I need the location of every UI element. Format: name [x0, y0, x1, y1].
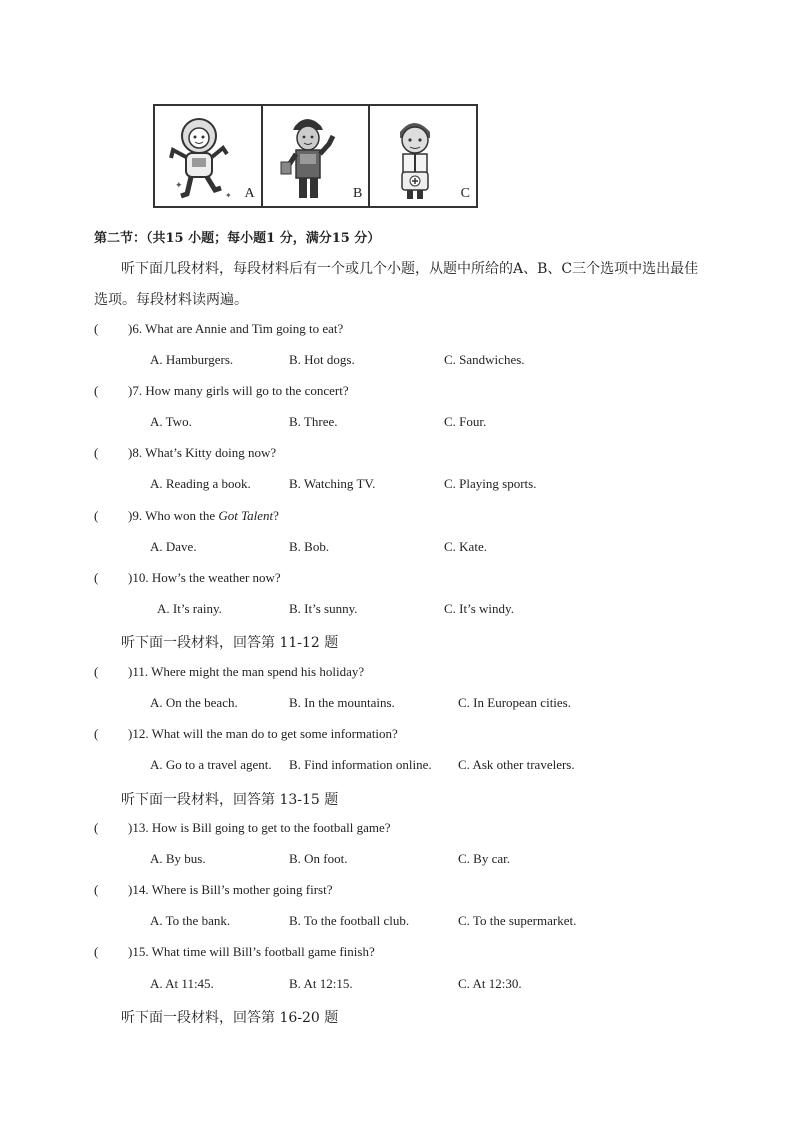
- question-text: )7. How many girls will go to the concert?: [128, 383, 349, 398]
- option-b: B. At 12:15.: [289, 976, 353, 991]
- astronaut-icon: [161, 110, 241, 202]
- option-c: C. Ask other travelers.: [458, 757, 575, 772]
- question-15: [94, 944, 375, 960]
- option-b: B. Watching TV.: [289, 476, 376, 491]
- picture-b: [263, 106, 371, 206]
- answer-paren: (: [94, 726, 99, 741]
- question-text: )12. What will the man do to get some information?: [128, 726, 398, 741]
- option-b: B. Three.: [289, 414, 338, 429]
- option-a: A. Go to a travel agent.: [150, 757, 272, 772]
- option-c: C. Playing sports.: [444, 476, 537, 491]
- svg-text:✦: ✦: [225, 191, 232, 200]
- question-12: [94, 726, 398, 742]
- picture-c: [370, 106, 476, 206]
- question-14: [94, 882, 332, 898]
- option-c: C. Sandwiches.: [444, 352, 525, 367]
- answer-paren: (: [94, 664, 99, 679]
- answer-paren: (: [94, 944, 99, 959]
- question-9: [94, 508, 279, 524]
- option-a: A. On the beach.: [150, 695, 238, 710]
- instructions-line-2: 选项。每段材料读两遍。: [94, 292, 248, 308]
- answer-paren: (: [94, 820, 99, 835]
- picture-strip: [153, 104, 478, 208]
- option-b: B. Bob.: [289, 539, 330, 554]
- option-b: B. Find information online.: [289, 757, 432, 772]
- option-b: B. To the football club.: [289, 913, 410, 928]
- question-7: [94, 383, 349, 399]
- option-a: A. Dave.: [150, 539, 197, 554]
- answer-paren: (: [94, 882, 99, 897]
- section-title: 第二节：（共15 小题；每小题1 分，满分15 分）: [94, 231, 381, 246]
- question-13: [94, 820, 391, 836]
- question-text: )6. What are Annie and Tim going to eat?: [128, 321, 344, 336]
- question-10: [94, 570, 281, 586]
- option-c: C. It’s windy.: [444, 601, 514, 616]
- answer-paren: (: [94, 508, 99, 523]
- question-text: )10. How’s the weather now?: [128, 570, 281, 585]
- question-text: )11. Where might the man spend his holiday?: [128, 664, 365, 679]
- question-8: [94, 445, 276, 461]
- question-text: )13. How is Bill going to get to the football game?: [128, 820, 391, 835]
- answer-paren: (: [94, 383, 99, 398]
- option-b: B. Hot dogs.: [289, 352, 355, 367]
- answer-paren: (: [94, 445, 99, 460]
- doctor-icon: [376, 110, 456, 202]
- subhead-16-20: 听下面一段材料，回答第 16-20 题: [121, 1010, 339, 1026]
- picture-letter: C: [460, 186, 471, 201]
- option-a: A. Two.: [150, 414, 192, 429]
- option-b: B. On foot.: [289, 851, 348, 866]
- picture-letter: B: [353, 186, 363, 201]
- question-text: )15. What time will Bill’s football game finish?: [128, 944, 375, 959]
- question-text: )14. Where is Bill’s mother going first?: [128, 882, 333, 897]
- question-6: [94, 321, 343, 337]
- svg-text:✦: ✦: [175, 181, 183, 191]
- option-c: C. In European cities.: [458, 695, 571, 710]
- option-a: A. To the bank.: [150, 913, 231, 928]
- option-c: C. To the supermarket.: [458, 913, 577, 928]
- option-a: A. Reading a book.: [150, 476, 251, 491]
- option-a: A. It’s rainy.: [157, 601, 222, 616]
- question-text-end: ?: [273, 508, 279, 523]
- question-title-italic: Got Talent: [218, 508, 274, 523]
- option-c: C. By car.: [458, 851, 510, 866]
- picture-a: [155, 106, 263, 206]
- question-11: [94, 664, 364, 680]
- question-text: )8. What’s Kitty doing now?: [128, 445, 277, 460]
- option-b: B. In the mountains.: [289, 695, 395, 710]
- subhead-11-12: 听下面一段材料，回答第 11-12 题: [121, 635, 339, 651]
- option-c: C. Four.: [444, 414, 487, 429]
- question-text: )9. Who won the: [128, 508, 219, 523]
- worker-icon: [269, 110, 349, 202]
- option-b: B. It’s sunny.: [289, 601, 358, 616]
- option-a: A. Hamburgers.: [150, 352, 234, 367]
- instructions-line-1: 听下面几段材料，每段材料后有一个或几个小题，从题中所给的A、B、C三个选项中选出最佳: [121, 261, 699, 277]
- option-a: A. By bus.: [150, 851, 206, 866]
- answer-paren: (: [94, 570, 99, 585]
- option-c: C. At 12:30.: [458, 976, 522, 991]
- option-c: C. Kate.: [444, 539, 487, 554]
- subhead-13-15: 听下面一段材料，回答第 13-15 题: [121, 792, 339, 808]
- picture-letter: A: [244, 186, 255, 201]
- option-a: A. At 11:45.: [150, 976, 214, 991]
- answer-paren: (: [94, 321, 99, 336]
